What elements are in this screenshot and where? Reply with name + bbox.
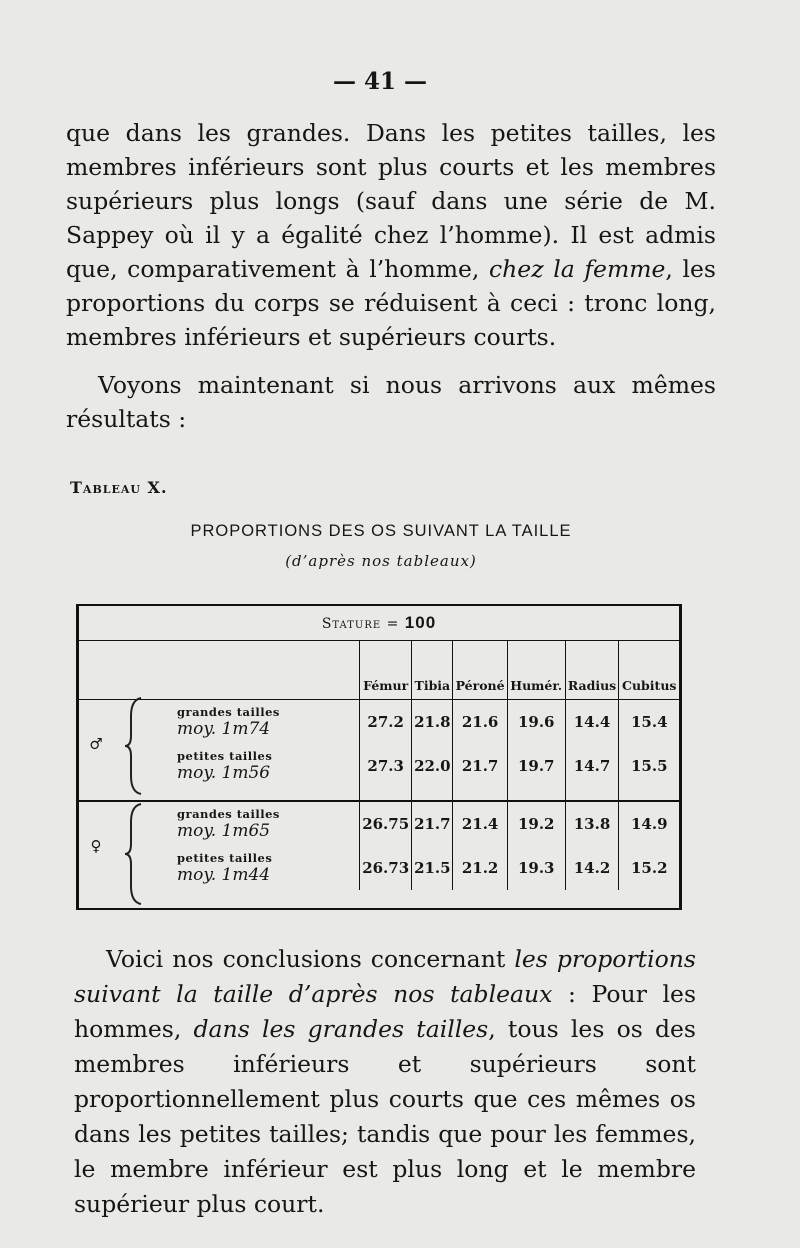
col-header-femur: Fémur — [360, 641, 412, 700]
row-label: grandes tailles — [177, 705, 280, 719]
stature-header-row — [79, 605, 679, 641]
table-row — [79, 700, 679, 745]
row-label: grandes tailles — [177, 807, 280, 821]
table-row — [79, 744, 679, 788]
brace-female-icon — [123, 802, 145, 906]
cell-value: 26.75 — [360, 801, 412, 846]
para3-emphasis-1: les proportions suivant la taille d’après nos tableaux — [74, 945, 696, 1008]
col-header-radius: Radius — [565, 641, 619, 700]
col-header-humerus: Humér. — [507, 641, 565, 700]
table-number: Tableau X. — [70, 478, 168, 497]
cell-value: 27.2 — [360, 700, 412, 745]
row-mean-height: moy. 1m65 — [177, 821, 271, 841]
para3-text-a: Voici nos conclusions concernant — [106, 945, 515, 973]
col-header-perone: Péroné — [453, 641, 508, 700]
table-row — [79, 801, 679, 846]
male-symbol: ♂ — [89, 735, 103, 753]
paragraph-3 — [74, 942, 696, 1222]
cell-value: 22.0 — [412, 744, 453, 788]
stature-value: 100 — [404, 613, 437, 632]
paragraph-2: Voyons maintenant si nous arrivons aux mêmes résultats : — [66, 371, 716, 433]
cell-value: 19.7 — [507, 744, 565, 788]
cell-value: 14.2 — [565, 846, 619, 890]
cell-value: 19.2 — [507, 801, 565, 846]
cell-value: 21.2 — [453, 846, 508, 890]
para3-text-c: , tous les os des membres inférieurs et supérieurs sont proportionnellement plus courts que ces mêmes os dans les petites tailles; tandis que pour les femmes, le membre inférieur est plus long et le membre supérieur plus court. — [74, 1015, 696, 1218]
cell-value: 21.7 — [453, 744, 508, 788]
stature-label: Stature = — [321, 616, 405, 632]
para3-text-b: : Pour les hommes, — [74, 980, 697, 1043]
cell-value: 21.8 — [412, 700, 453, 745]
group-separator — [79, 788, 679, 801]
col-header-cubitus: Cubitus — [619, 641, 679, 700]
cell-value: 21.5 — [412, 846, 453, 890]
cell-value: 15.4 — [619, 700, 679, 745]
column-header-row — [79, 641, 679, 700]
row-mean-height: moy. 1m44 — [177, 865, 271, 885]
cell-value: 27.3 — [360, 744, 412, 788]
cell-value: 26.73 — [360, 846, 412, 890]
cell-value: 14.9 — [619, 801, 679, 846]
page-number: — 41 — — [332, 68, 428, 95]
table-bottom-rule — [76, 908, 682, 910]
col-header-tibia: Tibia — [412, 641, 453, 700]
row-mean-height: moy. 1m56 — [177, 763, 271, 783]
table-title: PROPORTIONS DES OS SUIVANT LA TAILLE — [190, 522, 572, 540]
cell-value: 14.7 — [565, 744, 619, 788]
table-row — [79, 846, 679, 890]
row-mean-height: moy. 1m74 — [177, 719, 271, 739]
para1-text-a: que dans les grandes. Dans les petites tailles, les membres inférieurs sont plus courts et les membres supérieurs plus longs (sauf dans une série de M. Sappey où il y a égalité chez l’homme). Il est admis que, comparativement à l’homme, — [66, 119, 716, 283]
cell-value: 19.3 — [507, 846, 565, 890]
cell-value: 13.8 — [565, 801, 619, 846]
para1-emphasis: chez la femme — [489, 255, 666, 283]
para1-text-b: , les proportions du corps se réduisent à ceci : tronc long, membres inférieurs et supérieurs courts. — [66, 255, 716, 351]
female-symbol: ♀ — [90, 837, 102, 855]
row-label: petites tailles — [177, 851, 273, 865]
table-subtitle: (d’après nos tableaux) — [285, 552, 477, 570]
cell-value: 14.4 — [565, 700, 619, 745]
cell-value: 21.7 — [412, 801, 453, 846]
cell-value: 21.4 — [453, 801, 508, 846]
cell-value: 15.5 — [619, 744, 679, 788]
cell-value: 21.6 — [453, 700, 508, 745]
brace-male-icon — [123, 696, 145, 796]
cell-value: 19.6 — [507, 700, 565, 745]
bone-proportions-table — [76, 604, 682, 910]
cell-value: 15.2 — [619, 846, 679, 890]
paragraph-1 — [66, 116, 716, 354]
row-label: petites tailles — [177, 749, 273, 763]
para3-emphasis-2: dans les grandes tailles — [193, 1015, 489, 1043]
